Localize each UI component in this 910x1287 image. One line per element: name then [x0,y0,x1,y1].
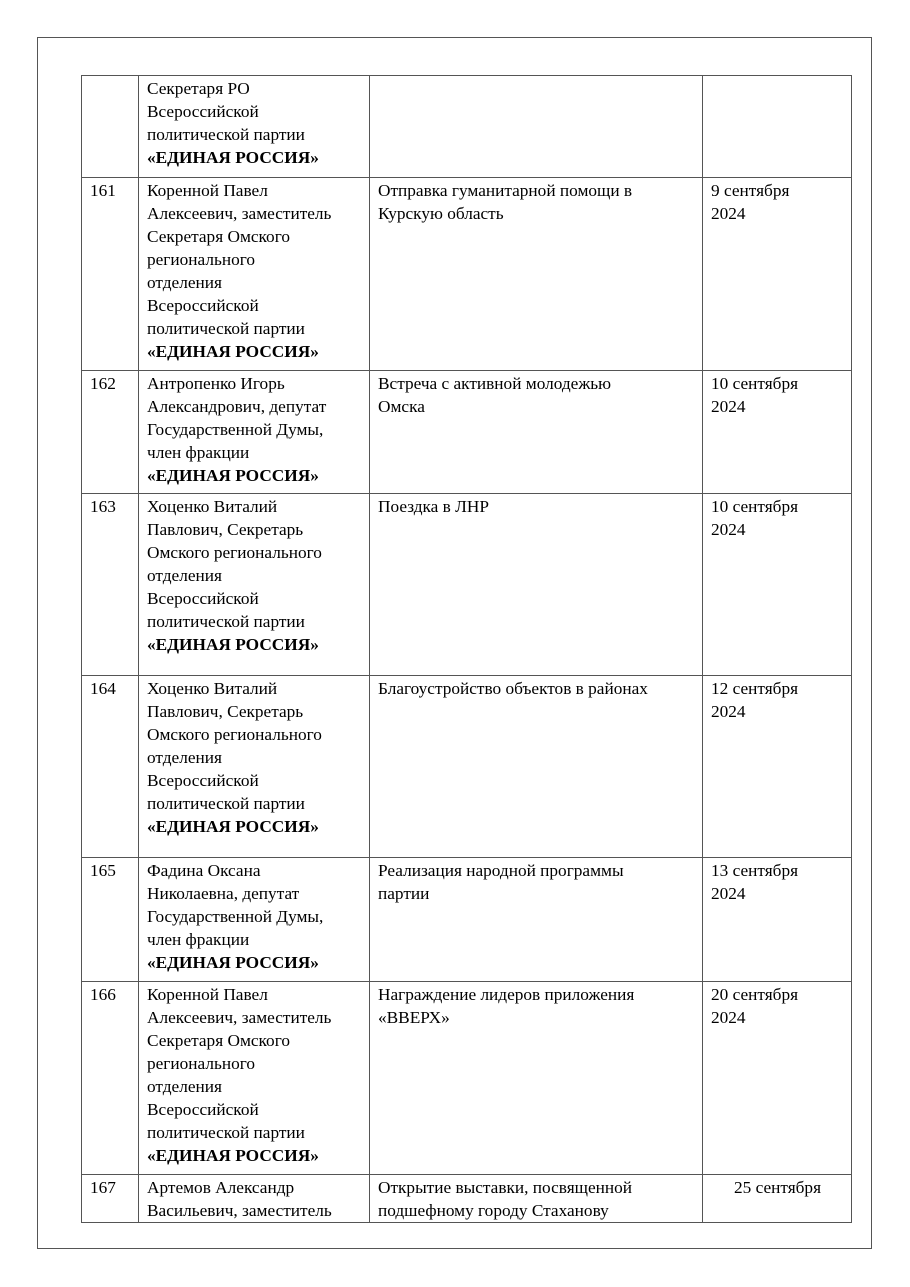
row-number: 161 [90,181,116,200]
participant-line: Омского регионального [147,725,322,744]
events-table-body [82,76,852,1223]
event-line: Встреча с активной молодежью [378,374,612,393]
participant-line: Всероссийской [147,296,259,315]
participant-line: Васильевич, заместитель [147,1201,332,1220]
party-name: «ЕДИНАЯ РОССИЯ» [147,953,319,972]
event-line: подшефному городу Стаханову [378,1201,609,1220]
party-name: «ЕДИНАЯ РОССИЯ» [147,817,319,836]
event-line: Омска [378,397,425,416]
row-number: 166 [90,985,116,1004]
event-cell [370,676,703,858]
date-line: 10 сентября [711,374,799,393]
participant-line: Антропенко Игорь [147,374,285,393]
participant-line: Павлович, Секретарь [147,702,304,721]
row-number: 164 [90,679,116,698]
participant-line: регионального [147,250,256,269]
participant-cell [139,1175,370,1223]
participant-line: Всероссийской [147,1100,259,1119]
participant-line: политической партии [147,319,305,338]
participant-line: член фракции [147,443,250,462]
event-cell [370,371,703,494]
event-cell [370,178,703,371]
event-line: Курскую область [378,204,504,223]
row-number: 163 [90,497,116,516]
participant-line: Алексеевич, заместитель [147,204,332,223]
table-row [82,1175,852,1223]
participant-cell [139,858,370,982]
participant-cell [139,982,370,1175]
participant-cell [139,178,370,371]
participant-line: Всероссийской [147,771,259,790]
row-number-cell [82,676,139,858]
row-number-cell [82,982,139,1175]
participant-line: Всероссийской [147,589,259,608]
table-row [82,76,852,178]
date-line: 12 сентября [711,679,799,698]
party-name: «ЕДИНАЯ РОССИЯ» [147,466,319,485]
participant-line: отделения [147,748,222,767]
row-number-cell [82,371,139,494]
event-cell [370,494,703,676]
date-line: 2024 [711,1008,746,1027]
participant-cell [139,371,370,494]
participant-line: член фракции [147,930,250,949]
participant-line: Александрович, депутат [147,397,327,416]
party-name: «ЕДИНАЯ РОССИЯ» [147,1146,319,1165]
participant-line: Хоценко Виталий [147,497,278,516]
table-row [82,858,852,982]
event-cell [370,982,703,1175]
date-line: 2024 [711,702,746,721]
row-number: 165 [90,861,116,880]
date-line: 25 сентября [733,1178,822,1197]
participant-line: политической партии [147,1123,305,1142]
event-line: Реализация народной программы [378,861,624,880]
participant-line: Коренной Павел [147,181,268,200]
event-line: Награждение лидеров приложения [378,985,635,1004]
row-number-cell [82,1175,139,1223]
participant-line: Государственной Думы, [147,420,324,439]
date-cell [703,858,852,982]
events-table [81,75,852,1223]
event-line: Поездка в ЛНР [378,497,489,516]
row-number-cell [82,76,139,178]
table-row [82,494,852,676]
event-line: Отправка гуманитарной помощи в [378,181,633,200]
table-row [82,371,852,494]
participant-cell [139,76,370,178]
participant-line: Коренной Павел [147,985,268,1004]
date-cell [703,982,852,1175]
date-line: 10 сентября [711,497,799,516]
date-cell [703,76,852,178]
date-line: 2024 [711,884,746,903]
event-line: Благоустройство объектов в районах [378,679,648,698]
party-name: «ЕДИНАЯ РОССИЯ» [147,342,319,361]
participant-line: отделения [147,273,222,292]
date-cell [703,1175,852,1223]
participant-line: Секретаря Омского [147,1031,291,1050]
event-cell [370,858,703,982]
participant-line: Хоценко Виталий [147,679,278,698]
participant-line: политической партии [147,612,305,631]
participant-line: отделения [147,566,222,585]
party-name: «ЕДИНАЯ РОССИЯ» [147,148,319,167]
participant-line: Всероссийской [147,102,259,121]
date-cell [703,494,852,676]
participant-cell [139,494,370,676]
date-line: 2024 [711,204,746,223]
event-line: Открытие выставки, посвященной [378,1178,633,1197]
date-line: 9 сентября [711,181,790,200]
participant-cell [139,676,370,858]
participant-line: Павлович, Секретарь [147,520,304,539]
date-cell [703,371,852,494]
date-cell [703,178,852,371]
table-row [82,676,852,858]
row-number-cell [82,178,139,371]
date-line: 20 сентября [711,985,799,1004]
party-name: «ЕДИНАЯ РОССИЯ» [147,635,319,654]
participant-line: политической партии [147,794,305,813]
participant-line: регионального [147,1054,256,1073]
table-row [82,982,852,1175]
row-number-cell [82,494,139,676]
participant-line: политической партии [147,125,305,144]
participant-line: Николаевна, депутат [147,884,300,903]
participant-line: Омского регионального [147,543,322,562]
date-line: 2024 [711,520,746,539]
event-cell [370,1175,703,1223]
participant-line: Алексеевич, заместитель [147,1008,332,1027]
participant-line: Фадина Оксана [147,861,261,880]
row-number: 162 [90,374,116,393]
participant-line: Секретаря РО [147,79,250,98]
row-number: 167 [90,1178,116,1197]
participant-line: Государственной Думы, [147,907,324,926]
table-row [82,178,852,371]
date-cell [703,676,852,858]
event-line: партии [378,884,430,903]
event-line: «ВВЕРХ» [378,1008,450,1027]
event-cell [370,76,703,178]
row-number-cell [82,858,139,982]
date-line: 13 сентября [711,861,799,880]
participant-line: Артемов Александр [147,1178,295,1197]
date-line: 2024 [711,397,746,416]
participant-line: Секретаря Омского [147,227,291,246]
participant-line: отделения [147,1077,222,1096]
